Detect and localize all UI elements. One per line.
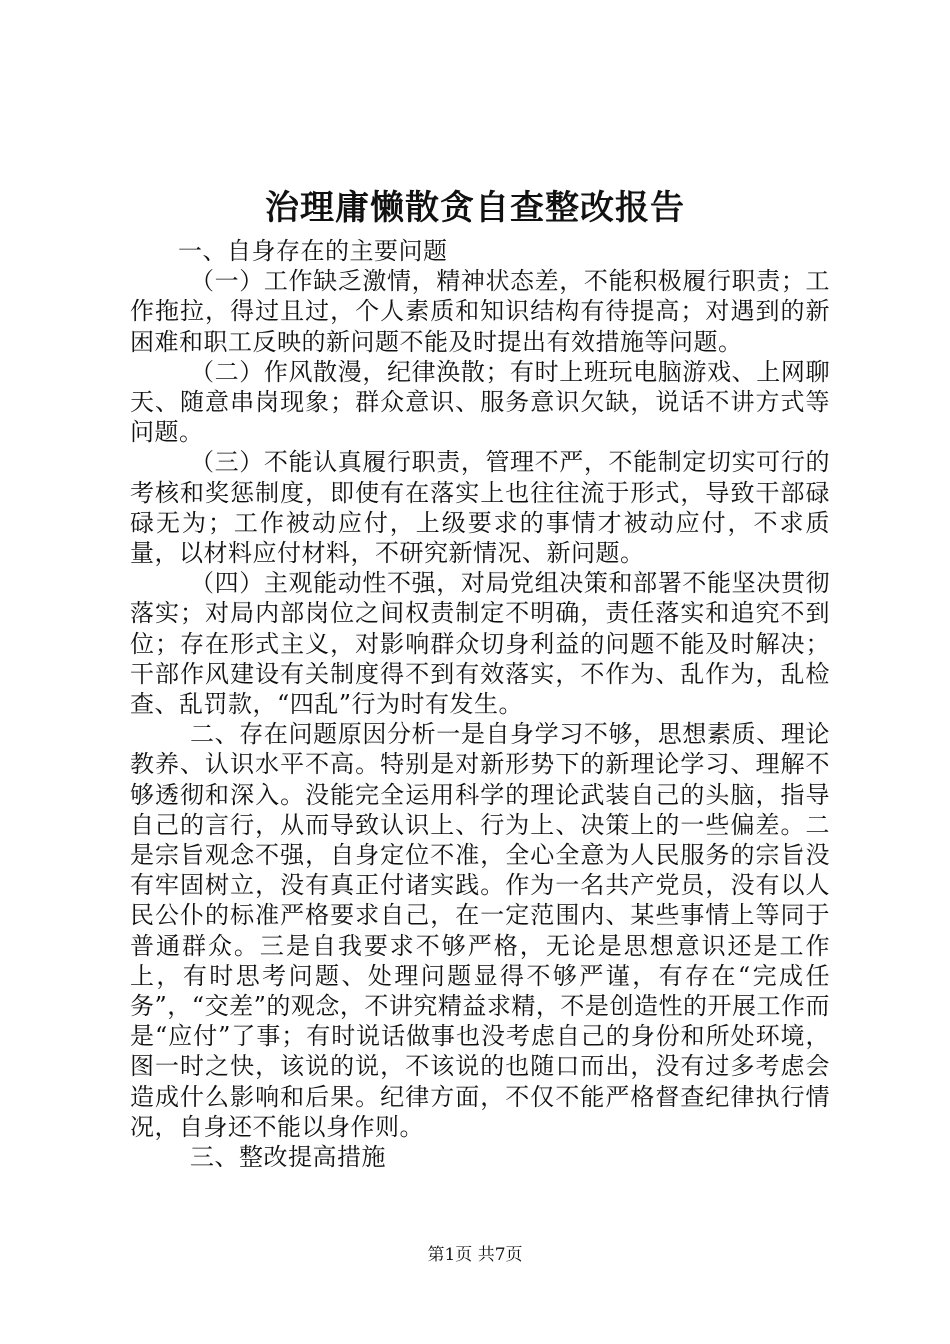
document-title: 治理庸懒散贪自查整改报告: [265, 188, 685, 228]
document-body: [130, 236, 830, 1172]
paragraph-3: （三）不能认真履行职责，管理不严，不能制定切实可行的考核和奖惩制度，即使有在落实上也往往流于形式，导致干部碌碌无为；工作被动应付，上级要求的事情才被动应付，不求质量，以材料应付材料，不研究新情况、新问题。: [130, 448, 830, 568]
page-footer: 第1页 共7页: [427, 1245, 523, 1265]
section-heading-1: 一、自身存在的主要问题: [178, 237, 448, 265]
paragraph-4: （四）主观能动性不强，对局党组决策和部署不能坚决贯彻落实；对局内部岗位之间权责制定不明确，责任落实和追究不到位；存在形式主义，对影响群众切身利益的问题不能及时解决；干部作风建设有关制度得不到有效落实，不作为、乱作为，乱检查、乱罚款，“四乱”行为时有发生。: [130, 569, 830, 719]
section-heading-3: 三、整改提高措施: [190, 1143, 386, 1172]
paragraph-5: 二、存在问题原因分析一是自身学习不够，思想素质、理论教养、认识水平不高。特别是对新形势下的新理论学习、理解不够透彻和深入。没能完全运用科学的理论武装自己的头脑，指导自己的言行，从而导致认识上、行为上、决策上的一些偏差。二是宗旨观念不强，自身定位不准，全心全意为人民服务的宗旨没有牢固树立，没有真正付诸实践。作为一名共产党员，没有以人民公仆的标准严格要求自己，在一定范围内、某些事情上等同于普通群众。三是自我要求不够严格，无论是思想意识还是工作上，有时思考问题、处理问题显得不够严谨，有存在“完成任务”，“交差”的观念，不讲究精益求精，不是创造性的开展工作而是“应付”了事；有时说话做事也没考虑自己的身份和所处环境，图一时之快，该说的说，不该说的也随口而出，没有过多考虑会造成什么影响和后果。纪律方面，不仅不能严格督查纪律执行情况，自身还不能以身作则。: [130, 720, 830, 1141]
paragraph-1: （一）工作缺乏激情，精神状态差，不能积极履行职责；工作拖拉，得过且过，个人素质和知识结构有待提高；对遇到的新困难和职工反映的新问题不能及时提出有效措施等问题。: [130, 267, 830, 356]
paragraph-2: （二）作风散漫，纪律涣散；有时上班玩电脑游戏、上网聊天、随意串岗现象；群众意识、服务意识欠缺，说话不讲方式等问题。: [130, 357, 830, 447]
